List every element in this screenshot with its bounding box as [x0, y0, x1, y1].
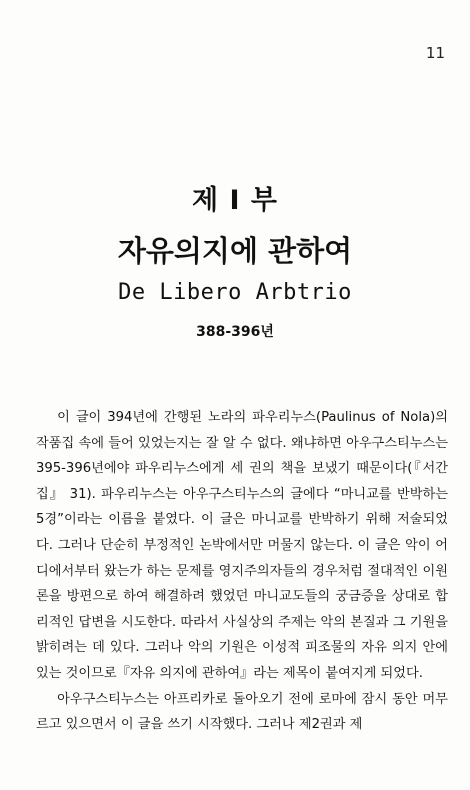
- paragraph: 이 글이 394년에 간행된 노라의 파우리누스(Paulinus of Nola)의 작품집 속에 들어 있었는지는 잘 알 수 없다. 왜냐하면 아우구스티누스는 395-396년에야 파우리누스에게 세 권의 책을 보냈기 때문이다(『서간집』 31). 파우리누스는 아우구스티누스의 글에다 “마니교를 반박하는 5경”이라는 이름을 붙였다. 이 글은 마니교를 반박하기 위해 저술되었다. 그러나 단순히 부정적인 논박에서만 머물지 않는다. 이 글은 악이 어디에서부터 왔는가 하는 문제를 영지주의자들의 경우처럼 절대적인 이원론을 방편으로 하여 해결하려 했었던 마니교도들의 궁금증을 상대로 합리적인 답변을 시도한다. 따라서 사실상의 주제는 악의 본질과 그 기원을 밝히려는 데 있다. 그러나 악의 기원은 이성적 피조물의 자유 의지 안에 있는 것이므로『자유 의지에 관하여』라는 제목이 붙여지게 되었다.: [36, 410, 448, 681]
- part-label: 제 I 부: [191, 185, 278, 216]
- date-range: 388-396년: [196, 324, 274, 340]
- paragraph: 아우구스티누스는 아프리카로 돌아오기 전에 로마에 잠시 동안 머무르고 있으면서 이 글을 쓰기 시작했다. 그러나 제2권과 제: [36, 691, 448, 733]
- page-number: 11: [425, 44, 445, 62]
- body-text: [36, 405, 448, 738]
- latin-title: De Libero Arbtrio: [118, 280, 352, 305]
- main-title: 자유의지에 관하여: [117, 234, 353, 268]
- title-block: [0, 178, 470, 341]
